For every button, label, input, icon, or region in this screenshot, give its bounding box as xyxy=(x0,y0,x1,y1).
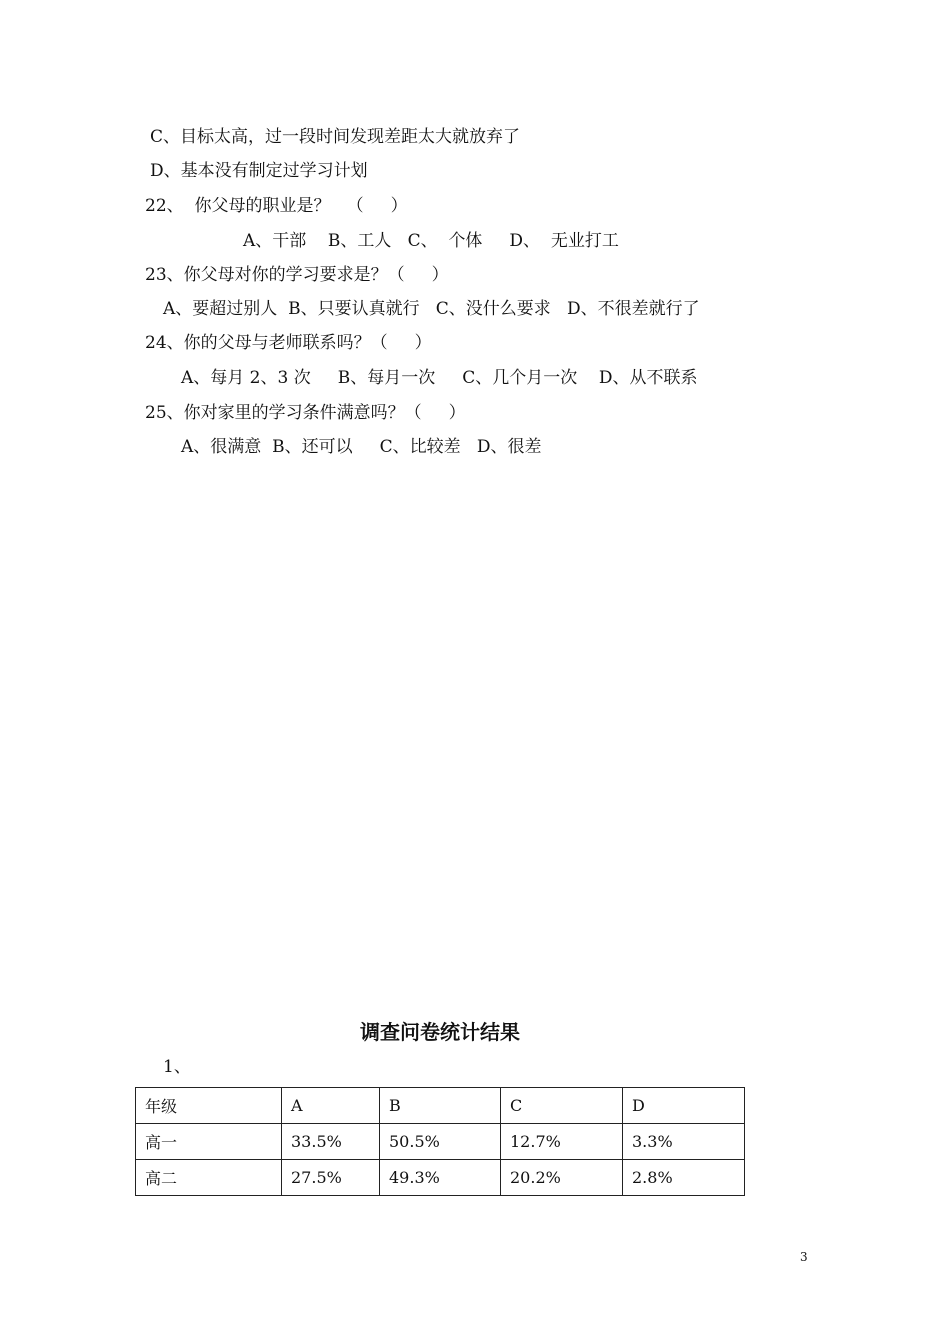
question-25: 25、你对家里的学习条件满意吗？（ ） xyxy=(145,403,466,423)
table-cell: 50.5% xyxy=(380,1124,501,1160)
options-23: A、要超过别人 B、只要认真就行 C、没什么要求 D、不很差就行了 xyxy=(163,299,700,319)
table-cell: 33.5% xyxy=(282,1124,380,1160)
table-header-row xyxy=(136,1088,745,1124)
statistics-table xyxy=(135,1087,745,1196)
table-header-cell: D xyxy=(623,1088,745,1124)
options-22: A、干部 B、工人 C、 个体 D、 无业打工 xyxy=(243,231,619,251)
table-cell: 高二 xyxy=(136,1160,282,1196)
table-cell: 2.8% xyxy=(623,1160,745,1196)
table-cell: 20.2% xyxy=(501,1160,623,1196)
table-row xyxy=(136,1160,745,1196)
table-cell: 高一 xyxy=(136,1124,282,1160)
item-number: 1、 xyxy=(163,1057,191,1077)
table-cell: 27.5% xyxy=(282,1160,380,1196)
options-24: A、每月 2、3 次 B、每月一次 C、几个月一次 D、从不联系 xyxy=(181,368,698,388)
option-21c: C、目标太高，过一段时间发现差距太大就放弃了 xyxy=(150,127,521,147)
page-number: 3 xyxy=(800,1250,808,1264)
section-title: 调查问卷统计结果 xyxy=(360,1020,520,1044)
table-row xyxy=(136,1124,745,1160)
table-cell: 3.3% xyxy=(623,1124,745,1160)
options-25: A、很满意 B、还可以 C、比较差 D、很差 xyxy=(181,437,542,457)
table-header-cell: B xyxy=(380,1088,501,1124)
table-cell: 49.3% xyxy=(380,1160,501,1196)
table-header-cell: A xyxy=(282,1088,380,1124)
question-24: 24、你的父母与老师联系吗？（ ） xyxy=(145,333,432,353)
table-header-cell: C xyxy=(501,1088,623,1124)
question-23: 23、你父母对你的学习要求是？（ ） xyxy=(145,265,449,285)
table-cell: 12.7% xyxy=(501,1124,623,1160)
question-22: 22、 你父母的职业是？ （ ） xyxy=(145,196,408,216)
option-21d: D、基本没有制定过学习计划 xyxy=(150,161,368,181)
table-header-cell: 年级 xyxy=(136,1088,282,1124)
